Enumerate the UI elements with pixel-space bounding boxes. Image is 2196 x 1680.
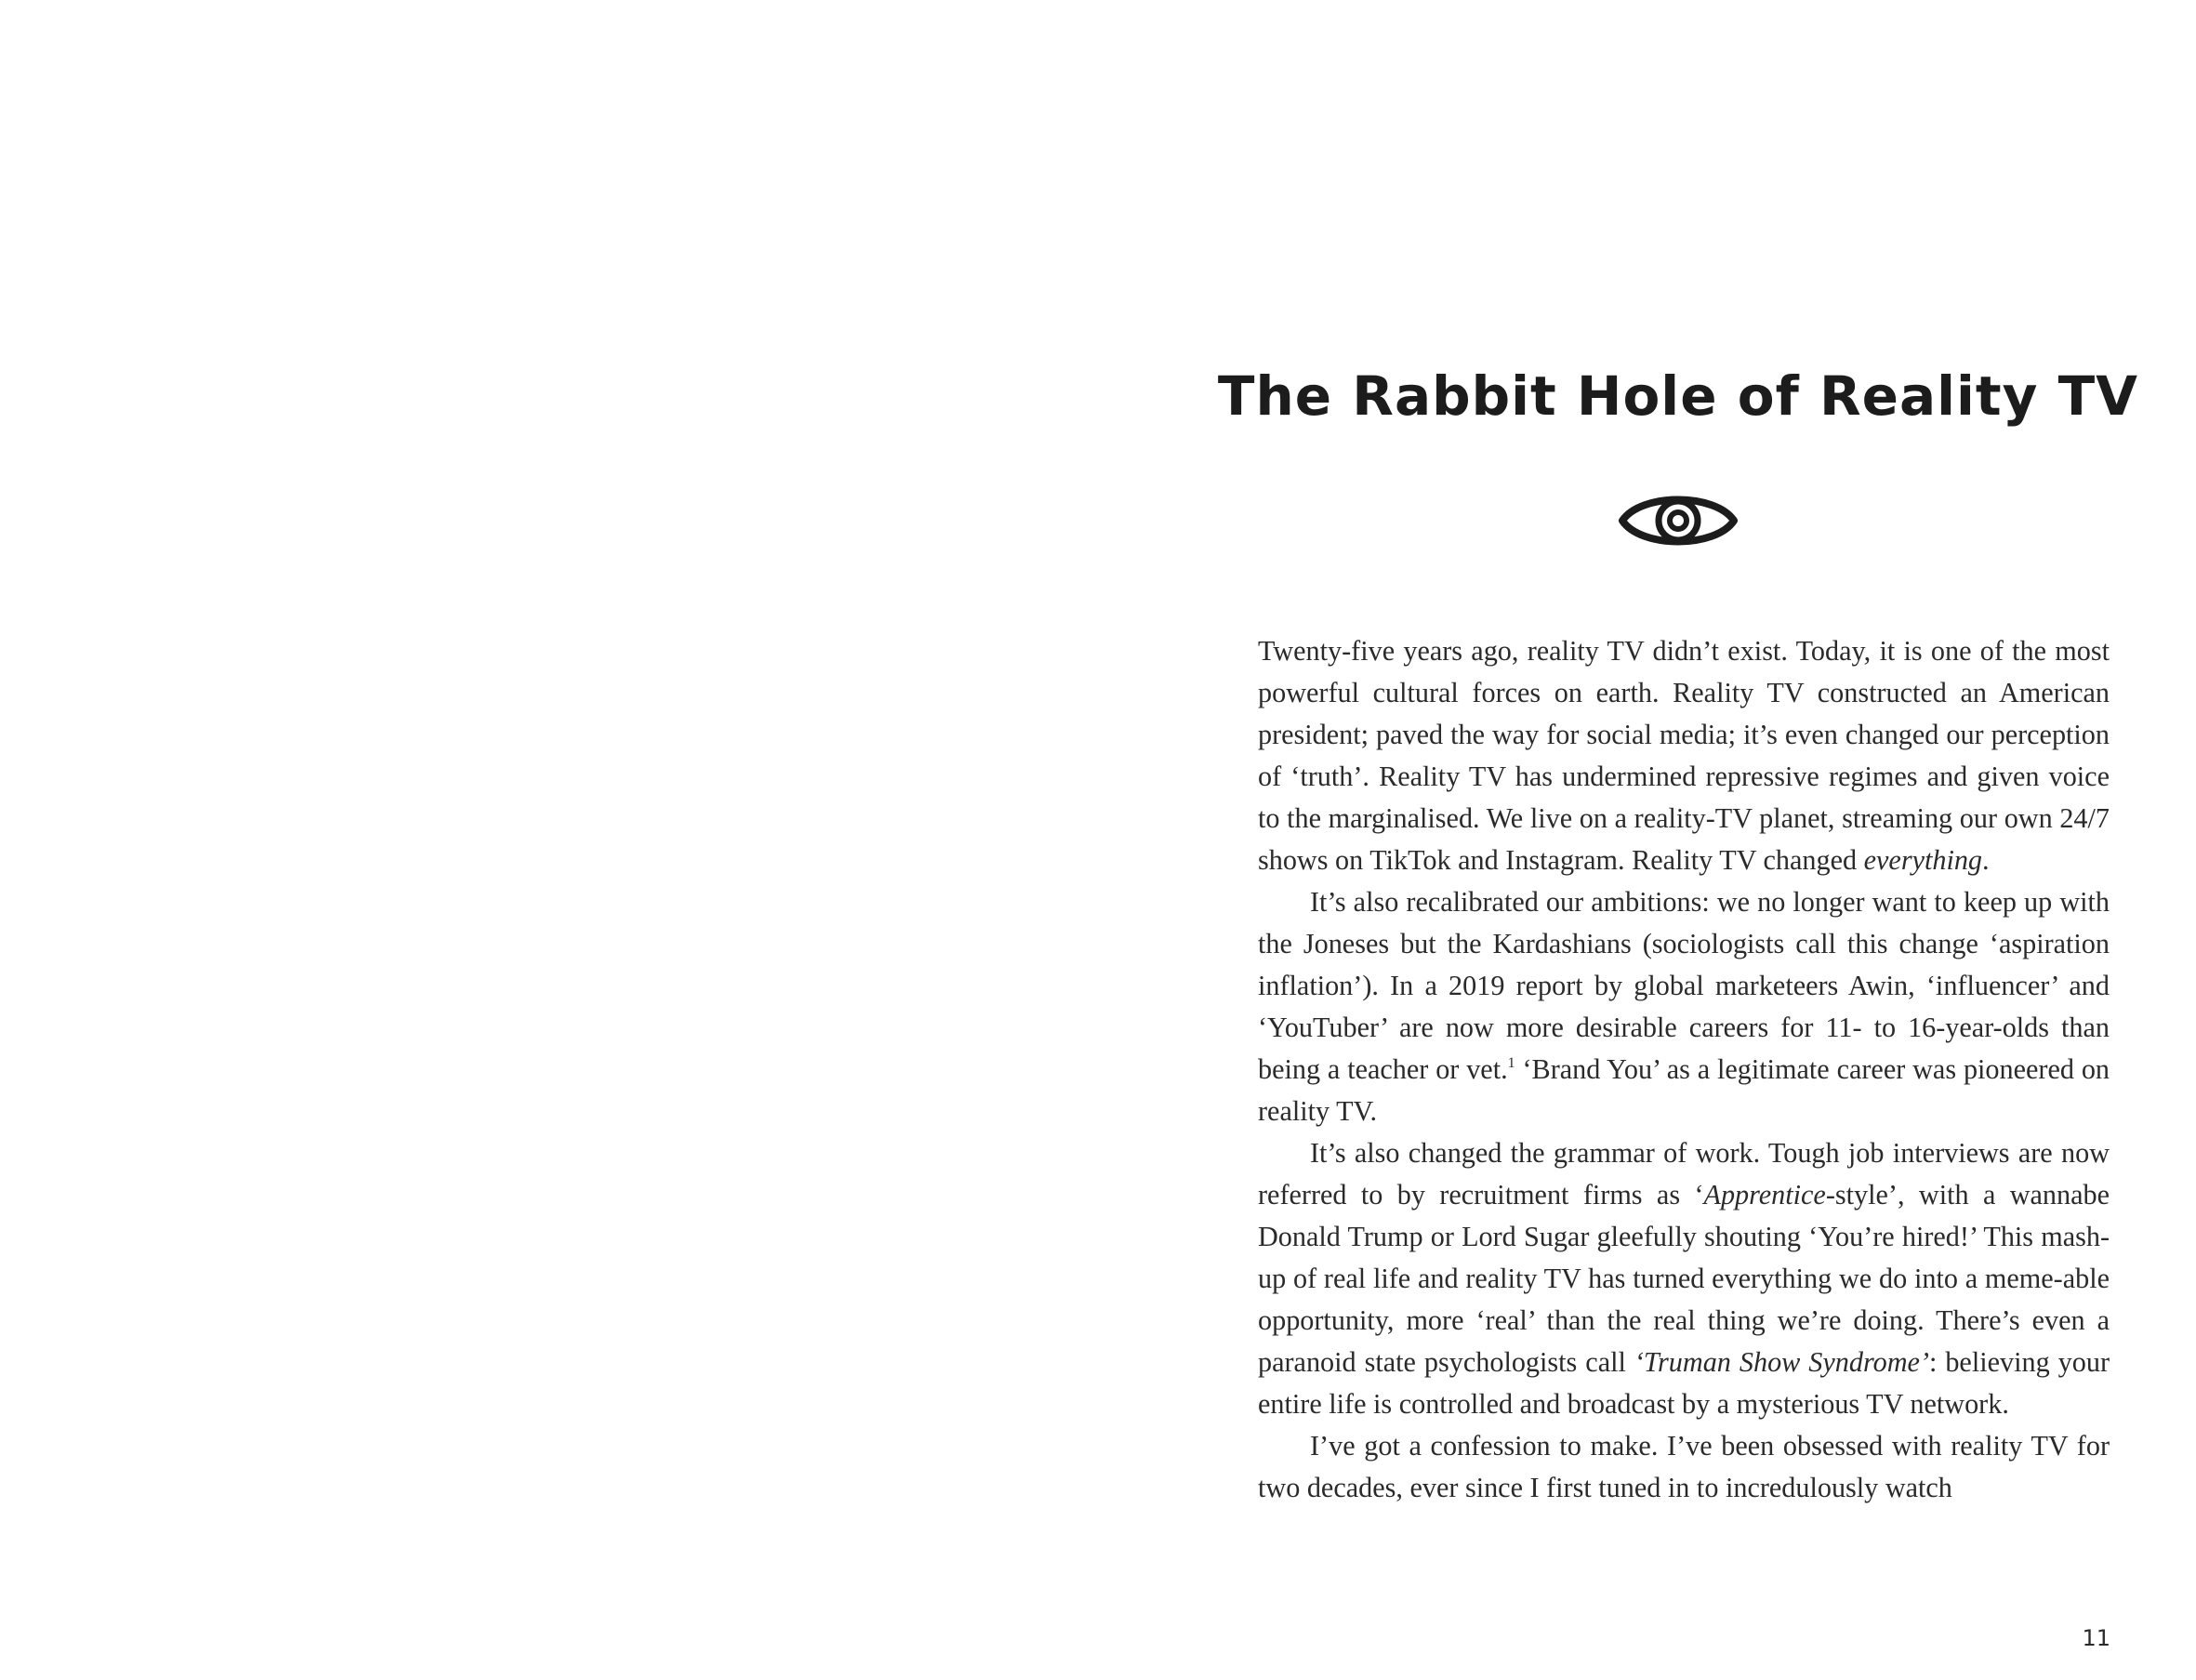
paragraph-1-emphasis: everything [1863, 844, 1983, 876]
paragraph-1 [1258, 630, 2110, 881]
paragraph-3 [1258, 1132, 2110, 1425]
page-number: 11 [2082, 1625, 2110, 1651]
paragraph-3-text-end: : believing your entire life is controlled and broadcast by a mysterious TV network. [1258, 1346, 2110, 1420]
paragraph-2-text-end: ‘Brand You’ as a legitimate career was pioneered on reality TV. [1258, 1053, 2110, 1127]
paragraph-3-emphasis-apprentice: Apprentice [1703, 1179, 1826, 1210]
paragraph-4 [1258, 1425, 2110, 1509]
paragraph-2-text: It’s also recalibrated our ambitions: we no longer want to keep up with the Joneses but the Kardashians (sociologists call this change ‘aspiration inflation’). In a 2019 report by global marketeers Awin, ‘influencer’ and ‘YouTuber’ are now more desirable careers for 11- to 16-year-olds than being a teacher or vet. [1258, 886, 2110, 1085]
paragraph-3-emphasis-truman: ‘Truman Show Syndrome’ [1634, 1346, 1929, 1378]
chapter-body-text [1258, 630, 2110, 1509]
paragraph-3-text: It’s also changed the grammar of work. Tough job interviews are now referred to by recruitment firms as ‘ [1258, 1137, 2110, 1210]
eye-icon [1617, 485, 1740, 556]
paragraph-4-text: I’ve got a confession to make. I’ve been obsessed with reality TV for two decades, ever since I first tuned in to incredulously watch [1258, 1430, 2110, 1503]
paragraph-2 [1258, 881, 2110, 1132]
paragraph-1-text-end: . [1982, 844, 1990, 876]
chapter-title: The Rabbit Hole of Reality TV [1217, 364, 2139, 428]
footnote-reference: 1 [1507, 1055, 1515, 1071]
paragraph-1-text: Twenty-five years ago, reality TV didn’t exist. Today, it is one of the most powerful cultural forces on earth. Reality TV constructed an American president; paved the way for social media; it’s even changed our perception of ‘truth’. Reality TV has undermined repressive regimes and given voice to the marginalised. We live on a reality-TV planet, streaming our own 24/7 shows on TikTok and Instagram. Reality TV changed [1258, 635, 2110, 876]
paragraph-3-text-middle: -style’, with a wannabe Donald Trump or Lord Sugar gleefully shouting ‘You’re hired!’ This mash-up of real life and reality TV has turned everything we do into a meme-able opportunity, more ‘real’ than the real thing we’re doing. There’s even a paranoid state psychologists call [1258, 1179, 2110, 1378]
